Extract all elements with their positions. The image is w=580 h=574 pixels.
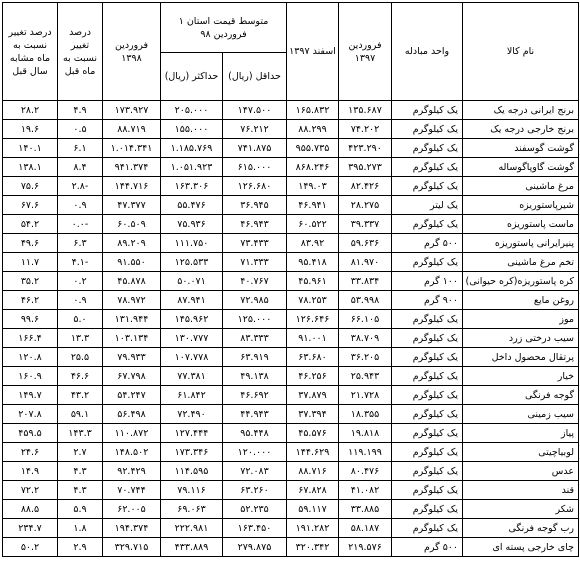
cell-pct-change-month: -۰.۰ [58,215,103,234]
cell-pct-change-year: ۶۷.۶ [3,196,58,215]
table-row [3,443,579,462]
cell-farvardin-1397: ۳۸.۷۰۹ [339,329,392,348]
cell-pct-change-year: ۴۹.۶ [3,234,58,253]
cell-esfand-1397: ۸۳.۹۲ [287,234,339,253]
table-row [3,519,579,538]
cell-pct-change-year: ۵۴.۲ [3,215,58,234]
cell-min-price: ۱۲۰.۰۰۰ [223,443,287,462]
cell-max-price: ۱۱۴.۵۹۵ [161,462,223,481]
table-row [3,424,579,443]
cell-farvardin-1398: ۹۲.۴۲۹ [103,462,161,481]
table-row [3,462,579,481]
cell-max-price: ۱۴۵.۹۶۲ [161,310,223,329]
cell-pct-change-year: ۲۳۴.۷ [3,519,58,538]
header-esfand-1397: اسفند ۱۳۹۷ [287,3,339,101]
cell-max-price: ۱۲۵.۵۳۳ [161,253,223,272]
cell-unit: یک کیلوگرم [392,519,463,538]
cell-pct-change-year: ۵۰.۲ [3,538,58,557]
cell-unit: یک کیلوگرم [392,500,463,519]
cell-item-name: مرغ ماشینی [463,177,579,196]
table-row [3,500,579,519]
cell-farvardin-1397: ۲۱.۷۲۸ [339,386,392,405]
cell-unit: یک کیلوگرم [392,120,463,139]
cell-unit: یک کیلوگرم [392,215,463,234]
table-header [3,3,579,101]
cell-pct-change-month: ۵.۹ [58,500,103,519]
cell-esfand-1397: ۹۵۵.۷۳۵ [287,139,339,158]
cell-farvardin-1398: ۸۹.۲۰۹ [103,234,161,253]
cell-min-price: ۷۶.۲۱۲ [223,120,287,139]
cell-farvardin-1397: ۳۹۵.۲۷۳ [339,158,392,177]
cell-pct-change-year: ۲۸.۲ [3,101,58,120]
cell-min-price: ۶۳.۹۱۹ [223,348,287,367]
cell-pct-change-year: ۱۴۰.۱ [3,139,58,158]
cell-pct-change-month: ۱۳.۳ [58,329,103,348]
cell-farvardin-1398: ۱۴۴.۷۱۶ [103,177,161,196]
cell-esfand-1397: ۶۳.۶۸۰ [287,348,339,367]
cell-pct-change-year: ۱۱.۷ [3,253,58,272]
cell-pct-change-month: ۸.۴ [58,158,103,177]
cell-pct-change-month: ۴.۳ [58,462,103,481]
cell-pct-change-month: ۲.۷ [58,443,103,462]
cell-min-price: ۷۱.۳۳۳ [223,253,287,272]
cell-farvardin-1397: ۳۶.۲۰۵ [339,348,392,367]
cell-min-price: ۴۰.۷۶۷ [223,272,287,291]
cell-esfand-1397: ۶۷.۸۲۸ [287,481,339,500]
cell-farvardin-1398: ۴۷.۳۷۷ [103,196,161,215]
cell-unit: یک کیلوگرم [392,253,463,272]
cell-pct-change-month: ۵.۰ [58,310,103,329]
cell-unit: یک کیلوگرم [392,462,463,481]
cell-farvardin-1398: ۱۰۳.۱۳۴ [103,329,161,348]
cell-unit: یک کیلوگرم [392,329,463,348]
cell-pct-change-year: ۸۸.۵ [3,500,58,519]
cell-min-price: ۸۳.۳۳۳ [223,329,287,348]
cell-farvardin-1398: ۵۴.۲۴۷ [103,386,161,405]
cell-esfand-1397: ۱۹۱.۲۸۲ [287,519,339,538]
cell-max-price: ۱۲۷.۴۴۴ [161,424,223,443]
table-row [3,253,579,272]
cell-unit: یک کیلوگرم [392,367,463,386]
table-row [3,538,579,557]
cell-esfand-1397: ۴۵.۹۶۱ [287,272,339,291]
cell-item-name: ماست پاستوریزه [463,215,579,234]
header-item-name: نام کالا [463,3,579,101]
header-avg-price-group: متوسط قیمت استان ۱ فروردین ۹۸ [161,3,287,53]
cell-min-price: ۷۳.۴۳۳ [223,234,287,253]
cell-item-name: روغن مایع [463,291,579,310]
cell-farvardin-1397: ۸۰.۴۷۶ [339,462,392,481]
cell-max-price: ۱۵۵.۰۰۰ [161,120,223,139]
cell-farvardin-1398: ۵۶.۴۹۸ [103,405,161,424]
cell-max-price: ۱۱۱.۷۵۰ [161,234,223,253]
cell-pct-change-year: ۱۶۰.۹ [3,367,58,386]
table-row [3,120,579,139]
cell-pct-change-month: ۰.۲ [58,272,103,291]
cell-max-price: ۱.۰۵۱.۹۲۳ [161,158,223,177]
cell-max-price: ۵۰.۰۷۱ [161,272,223,291]
table-row [3,481,579,500]
cell-unit: یک کیلوگرم [392,348,463,367]
cell-min-price: ۱۶۳.۴۵۰ [223,519,287,538]
cell-min-price: ۱۲۶.۶۸۰ [223,177,287,196]
cell-esfand-1397: ۸۸.۷۱۶ [287,462,339,481]
cell-esfand-1397: ۱۲۶.۶۴۶ [287,310,339,329]
cell-max-price: ۵۵.۴۷۶ [161,196,223,215]
cell-unit: یک کیلوگرم [392,310,463,329]
cell-farvardin-1397: ۱۹.۸۱۸ [339,424,392,443]
cell-pct-change-year: ۱۹.۶ [3,120,58,139]
cell-item-name: چای خارجی پسته ای [463,538,579,557]
cell-pct-change-month: ۱.۸ [58,519,103,538]
cell-max-price: ۲۲۲.۹۸۱ [161,519,223,538]
cell-max-price: ۷۹.۱۱۶ [161,481,223,500]
cell-farvardin-1398: ۱۴۸.۵۰۲ [103,443,161,462]
cell-pct-change-month: ۴۶.۶ [58,367,103,386]
cell-item-name: سیب درختی زرد [463,329,579,348]
table-row [3,272,579,291]
cell-unit: یک کیلوگرم [392,481,463,500]
cell-unit: یک کیلوگرم [392,158,463,177]
cell-farvardin-1398: ۹۴۱.۳۷۴ [103,158,161,177]
cell-farvardin-1398: ۱۷۳.۹۲۷ [103,101,161,120]
table-row [3,310,579,329]
cell-farvardin-1398: ۶۰.۵۰۹ [103,215,161,234]
cell-farvardin-1397: ۸۱.۹۷۰ [339,253,392,272]
cell-item-name: شکر [463,500,579,519]
header-pct-change-month: درصد تغییر نسبت به ماه قبل [58,3,103,101]
cell-pct-change-month: -۲.۸ [58,177,103,196]
table-row [3,234,579,253]
cell-min-price: ۱۴۷.۵۰۰ [223,101,287,120]
cell-unit: ۵۰۰ گرم [392,538,463,557]
cell-farvardin-1398: ۸۸.۷۱۹ [103,120,161,139]
cell-min-price: ۶۳.۲۶۰ [223,481,287,500]
cell-farvardin-1398: ۳۲۹.۷۱۵ [103,538,161,557]
cell-min-price: ۹۵.۴۴۸ [223,424,287,443]
cell-item-name: خیار [463,367,579,386]
table-row [3,101,579,120]
cell-farvardin-1397: ۴۱.۰۸۲ [339,481,392,500]
cell-farvardin-1397: ۵۳.۹۹۸ [339,291,392,310]
cell-farvardin-1397: ۶۶.۱۰۵ [339,310,392,329]
cell-farvardin-1397: ۵۸.۱۸۷ [339,519,392,538]
table-row [3,215,579,234]
cell-item-name: پرتقال محصول داخل [463,348,579,367]
table-row [3,329,579,348]
cell-unit: یک کیلوگرم [392,443,463,462]
cell-pct-change-year: ۹۹.۶ [3,310,58,329]
cell-farvardin-1398: ۴۵.۸۷۸ [103,272,161,291]
cell-pct-change-month: ۰.۹ [58,196,103,215]
cell-esfand-1397: ۴۶.۹۴۱ [287,196,339,215]
cell-esfand-1397: ۵۹.۱۱۷ [287,500,339,519]
cell-pct-change-month: ۱۴۳.۳ [58,424,103,443]
cell-item-name: پیاز [463,424,579,443]
cell-pct-change-year: ۱۳۸.۱ [3,158,58,177]
cell-min-price: ۴۶.۶۹۲ [223,386,287,405]
cell-unit: یک کیلوگرم [392,139,463,158]
cell-esfand-1397: ۷۸.۲۵۳ [287,291,339,310]
cell-unit: ۹۰۰ گرم [392,291,463,310]
cell-max-price: ۱۷۳.۳۴۶ [161,443,223,462]
cell-item-name: کره پاستوریزه(کره حیوانی) [463,272,579,291]
cell-pct-change-month: ۲۵.۵ [58,348,103,367]
cell-max-price: ۱۶۳.۳۰۶ [161,177,223,196]
cell-farvardin-1398: ۱۳۱.۹۴۴ [103,310,161,329]
cell-pct-change-year: ۱۶۶.۴ [3,329,58,348]
cell-pct-change-month: ۴.۹ [58,101,103,120]
cell-max-price: ۶۹.۰۶۳ [161,500,223,519]
cell-min-price: ۴۹.۱۳۸ [223,367,287,386]
cell-farvardin-1398: ۶۷.۷۹۸ [103,367,161,386]
cell-esfand-1397: ۳۷.۸۷۹ [287,386,339,405]
cell-min-price: ۳۶.۹۴۵ [223,196,287,215]
header-pct-change-year: درصد تغییر نسبت به ماه مشابه سال قبل [3,3,58,101]
cell-min-price: ۷۲.۰۸۳ [223,462,287,481]
cell-pct-change-year: ۴۶.۲ [3,291,58,310]
table-row [3,405,579,424]
header-min-price: حداقل (ریال) [223,53,287,101]
cell-item-name: پنیرایرانی پاستوریزه [463,234,579,253]
cell-item-name: گوجه فرنگی [463,386,579,405]
cell-pct-change-month: ۴۳.۲ [58,386,103,405]
cell-esfand-1397: ۴۶.۲۵۶ [287,367,339,386]
cell-pct-change-month: ۶.۱ [58,139,103,158]
cell-item-name: برنج خارجی درجه یک [463,120,579,139]
table-row [3,177,579,196]
cell-esfand-1397: ۹۵.۴۱۸ [287,253,339,272]
header-max-price: حداکثر (ریال) [161,53,223,101]
cell-farvardin-1397: ۴۲۳.۲۹۰ [339,139,392,158]
cell-min-price: ۱۲۵.۰۰۰ [223,310,287,329]
cell-farvardin-1398: ۹۱.۵۵۰ [103,253,161,272]
cell-max-price: ۶۱.۸۴۲ [161,386,223,405]
cell-item-name: رب گوجه فرنگی [463,519,579,538]
cell-farvardin-1397: ۳۳.۸۳۴ [339,272,392,291]
cell-min-price: ۵۲.۲۳۵ [223,500,287,519]
cell-pct-change-year: ۷۵.۶ [3,177,58,196]
header-unit: واحد مبادله [392,3,463,101]
cell-item-name: عدس [463,462,579,481]
table-row [3,348,579,367]
cell-item-name: گوشت گوسفند [463,139,579,158]
cell-unit: یک کیلوگرم [392,386,463,405]
cell-farvardin-1397: ۲۵.۹۴۳ [339,367,392,386]
cell-farvardin-1397: ۵۹.۶۳۶ [339,234,392,253]
cell-pct-change-month: ۶.۳ [58,234,103,253]
cell-max-price: ۷۵.۹۳۶ [161,215,223,234]
cell-unit: ۵۰۰ گرم [392,234,463,253]
table-row [3,367,579,386]
cell-item-name: شیرپاستوریزه [463,196,579,215]
table-row [3,139,579,158]
table-row [3,196,579,215]
cell-farvardin-1397: ۳۳.۸۸۵ [339,500,392,519]
cell-pct-change-year: ۱۴.۹ [3,462,58,481]
cell-farvardin-1398: ۶۲.۰۰۵ [103,500,161,519]
cell-farvardin-1397: ۷۴.۲۰۲ [339,120,392,139]
cell-pct-change-year: ۱۴۹.۷ [3,386,58,405]
cell-pct-change-month: ۰.۵ [58,120,103,139]
cell-farvardin-1397: ۱۳۵.۶۸۷ [339,101,392,120]
cell-min-price: ۴۴.۹۴۳ [223,405,287,424]
cell-max-price: ۱.۱۸۵.۷۶۹ [161,139,223,158]
cell-unit: یک کیلوگرم [392,101,463,120]
cell-esfand-1397: ۸۸.۲۹۹ [287,120,339,139]
cell-max-price: ۷۷.۳۸۱ [161,367,223,386]
cell-unit: یک لیتر [392,196,463,215]
cell-esfand-1397: ۶۰.۵۲۲ [287,215,339,234]
cell-item-name: سیب زمینی [463,405,579,424]
cell-pct-change-month: -۴.۱ [58,253,103,272]
cell-esfand-1397: ۳۷.۳۹۴ [287,405,339,424]
cell-esfand-1397: ۱۴۹.۰۳ [287,177,339,196]
header-farvardin-1397: فروردین ۱۳۹۷ [339,3,392,101]
header-farvardin-1398: فروردین ۱۳۹۸ [103,3,161,101]
cell-pct-change-year: ۳۵.۲ [3,272,58,291]
cell-esfand-1397: ۱۶۵.۸۳۲ [287,101,339,120]
cell-min-price: ۷۴۱.۸۷۵ [223,139,287,158]
table-body [3,101,579,557]
cell-item-name: قند [463,481,579,500]
cell-item-name: موز [463,310,579,329]
cell-farvardin-1398: ۷۸.۹۷۲ [103,291,161,310]
cell-pct-change-year: ۱۲۰.۸ [3,348,58,367]
cell-min-price: ۷۲.۹۸۵ [223,291,287,310]
cell-esfand-1397: ۴۵.۵۷۶ [287,424,339,443]
cell-unit: یک کیلوگرم [392,424,463,443]
cell-esfand-1397: ۸۶۸.۲۴۶ [287,158,339,177]
price-table [2,2,579,557]
cell-pct-change-year: ۴۵۹.۵ [3,424,58,443]
cell-farvardin-1398: ۱.۰۱۴.۳۴۱ [103,139,161,158]
cell-pct-change-year: ۷۲.۲ [3,481,58,500]
cell-max-price: ۲۰۵.۰۰۰ [161,101,223,120]
cell-farvardin-1397: ۸۲.۴۲۶ [339,177,392,196]
cell-unit: یک کیلوگرم [392,405,463,424]
cell-esfand-1397: ۳۲۰.۳۴۲ [287,538,339,557]
cell-pct-change-year: ۲۴.۶ [3,443,58,462]
cell-min-price: ۶۱۵.۰۰۰ [223,158,287,177]
cell-farvardin-1397: ۳۹.۳۳۷ [339,215,392,234]
cell-pct-change-year: ۲۰۷.۸ [3,405,58,424]
table-row [3,386,579,405]
cell-pct-change-month: ۲.۹ [58,538,103,557]
cell-unit: یک کیلوگرم [392,177,463,196]
cell-pct-change-month: ۴.۳ [58,481,103,500]
cell-max-price: ۸۷.۹۴۱ [161,291,223,310]
cell-unit: ۱۰۰ گرم [392,272,463,291]
cell-farvardin-1397: ۱۸.۳۵۵ [339,405,392,424]
cell-min-price: ۲۷۹.۸۷۵ [223,538,287,557]
cell-farvardin-1397: ۲۱۹.۵۷۶ [339,538,392,557]
cell-farvardin-1397: ۲۸.۲۷۵ [339,196,392,215]
cell-max-price: ۱۰۷.۷۷۸ [161,348,223,367]
cell-max-price: ۷۲.۴۹۰ [161,405,223,424]
cell-item-name: برنج ایرانی درجه یک [463,101,579,120]
cell-max-price: ۴۳۳.۸۸۹ [161,538,223,557]
cell-item-name: تخم مرغ ماشینی [463,253,579,272]
cell-farvardin-1398: ۱۹۴.۳۷۴ [103,519,161,538]
cell-farvardin-1398: ۱۱۰.۸۷۲ [103,424,161,443]
cell-farvardin-1398: ۷۰.۷۴۴ [103,481,161,500]
cell-pct-change-month: ۰.۹ [58,291,103,310]
cell-esfand-1397: ۱۴۴.۶۲۹ [287,443,339,462]
cell-pct-change-month: ۵۹.۱ [58,405,103,424]
cell-max-price: ۱۳۰.۷۷۷ [161,329,223,348]
cell-esfand-1397: ۹۱.۰۰۱ [287,329,339,348]
cell-item-name: گوشت گاوپاگوساله [463,158,579,177]
cell-farvardin-1398: ۷۹.۹۳۳ [103,348,161,367]
cell-farvardin-1397: ۱۱۹.۱۹۹ [339,443,392,462]
table-row [3,291,579,310]
cell-item-name: لوبیاچیتی [463,443,579,462]
table-row [3,158,579,177]
cell-min-price: ۴۶.۹۴۳ [223,215,287,234]
